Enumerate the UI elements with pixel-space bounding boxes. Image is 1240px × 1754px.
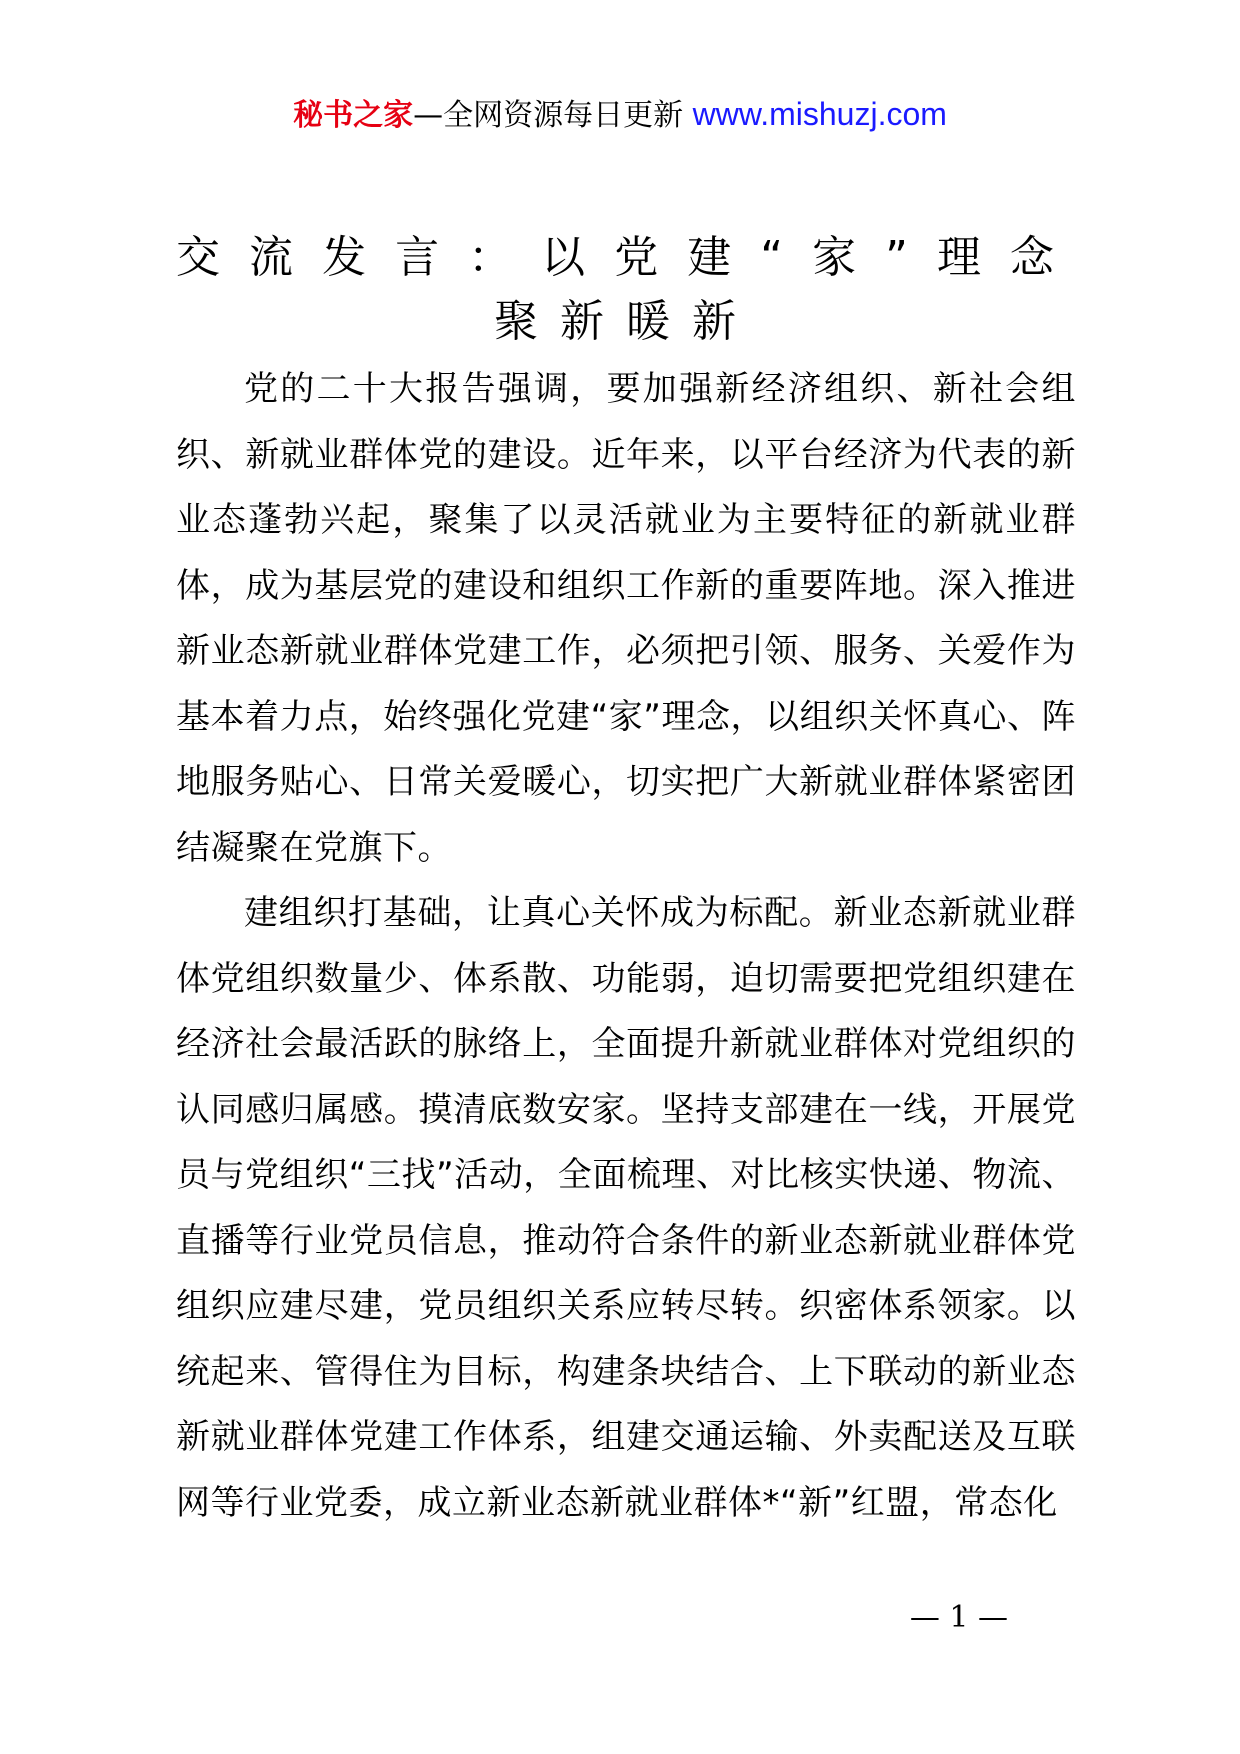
page-number: — 1 —: [909, 1600, 1008, 1635]
header-tagline: —全网资源每日更新: [413, 98, 693, 133]
site-url-link[interactable]: www.mishuzj.com: [692, 96, 947, 132]
document-title-line-1: 交流发言：以党建“家”理念: [176, 232, 1076, 283]
body-paragraph-1: 党的二十大报告强调，要加强新经济组织、新社会组织、新就业群体党的建设。近年来，以平台经济为代表的新业态蓬勃兴起，聚集了以灵活就业为主要特征的新就业群体，成为基层党的建设和组织工作新的重要阵地。深入推进新业态新就业群体党建工作，必须把引领、服务、关爱作为基本着力点，始终强化党建“家”理念，以组织关怀真心、阵地服务贴心、日常关爱暖心，切实把广大新就业群体紧密团结凝聚在党旗下。: [176, 369, 1076, 868]
site-header: [0, 94, 1240, 136]
document-title-line-2: 聚新暖新: [494, 296, 758, 347]
body-paragraph-2: 建组织打基础，让真心关怀成为标配。新业态新就业群体党组织数量少、体系散、功能弱，迫切需要把党组织建在经济社会最活跃的脉络上，全面提升新就业群体对党组织的认同感归属感。摸清底数安家。坚持支部建在一线，开展党员与党组织“三找”活动，全面梳理、对比核实快递、物流、直播等行业党员信息，推动符合条件的新业态新就业群体党组织应建尽建，党员组织关系应转尽转。织密体系领家。以统起来、管得住为目标，构建条块结合、上下联动的新业态新就业群体党建工作体系，组建交通运输、外卖配送及互联网等行业党委，成立新业态新就业群体*“新”红盟，常态化: [176, 893, 1076, 1523]
brand-name: 秘书之家: [293, 98, 414, 133]
